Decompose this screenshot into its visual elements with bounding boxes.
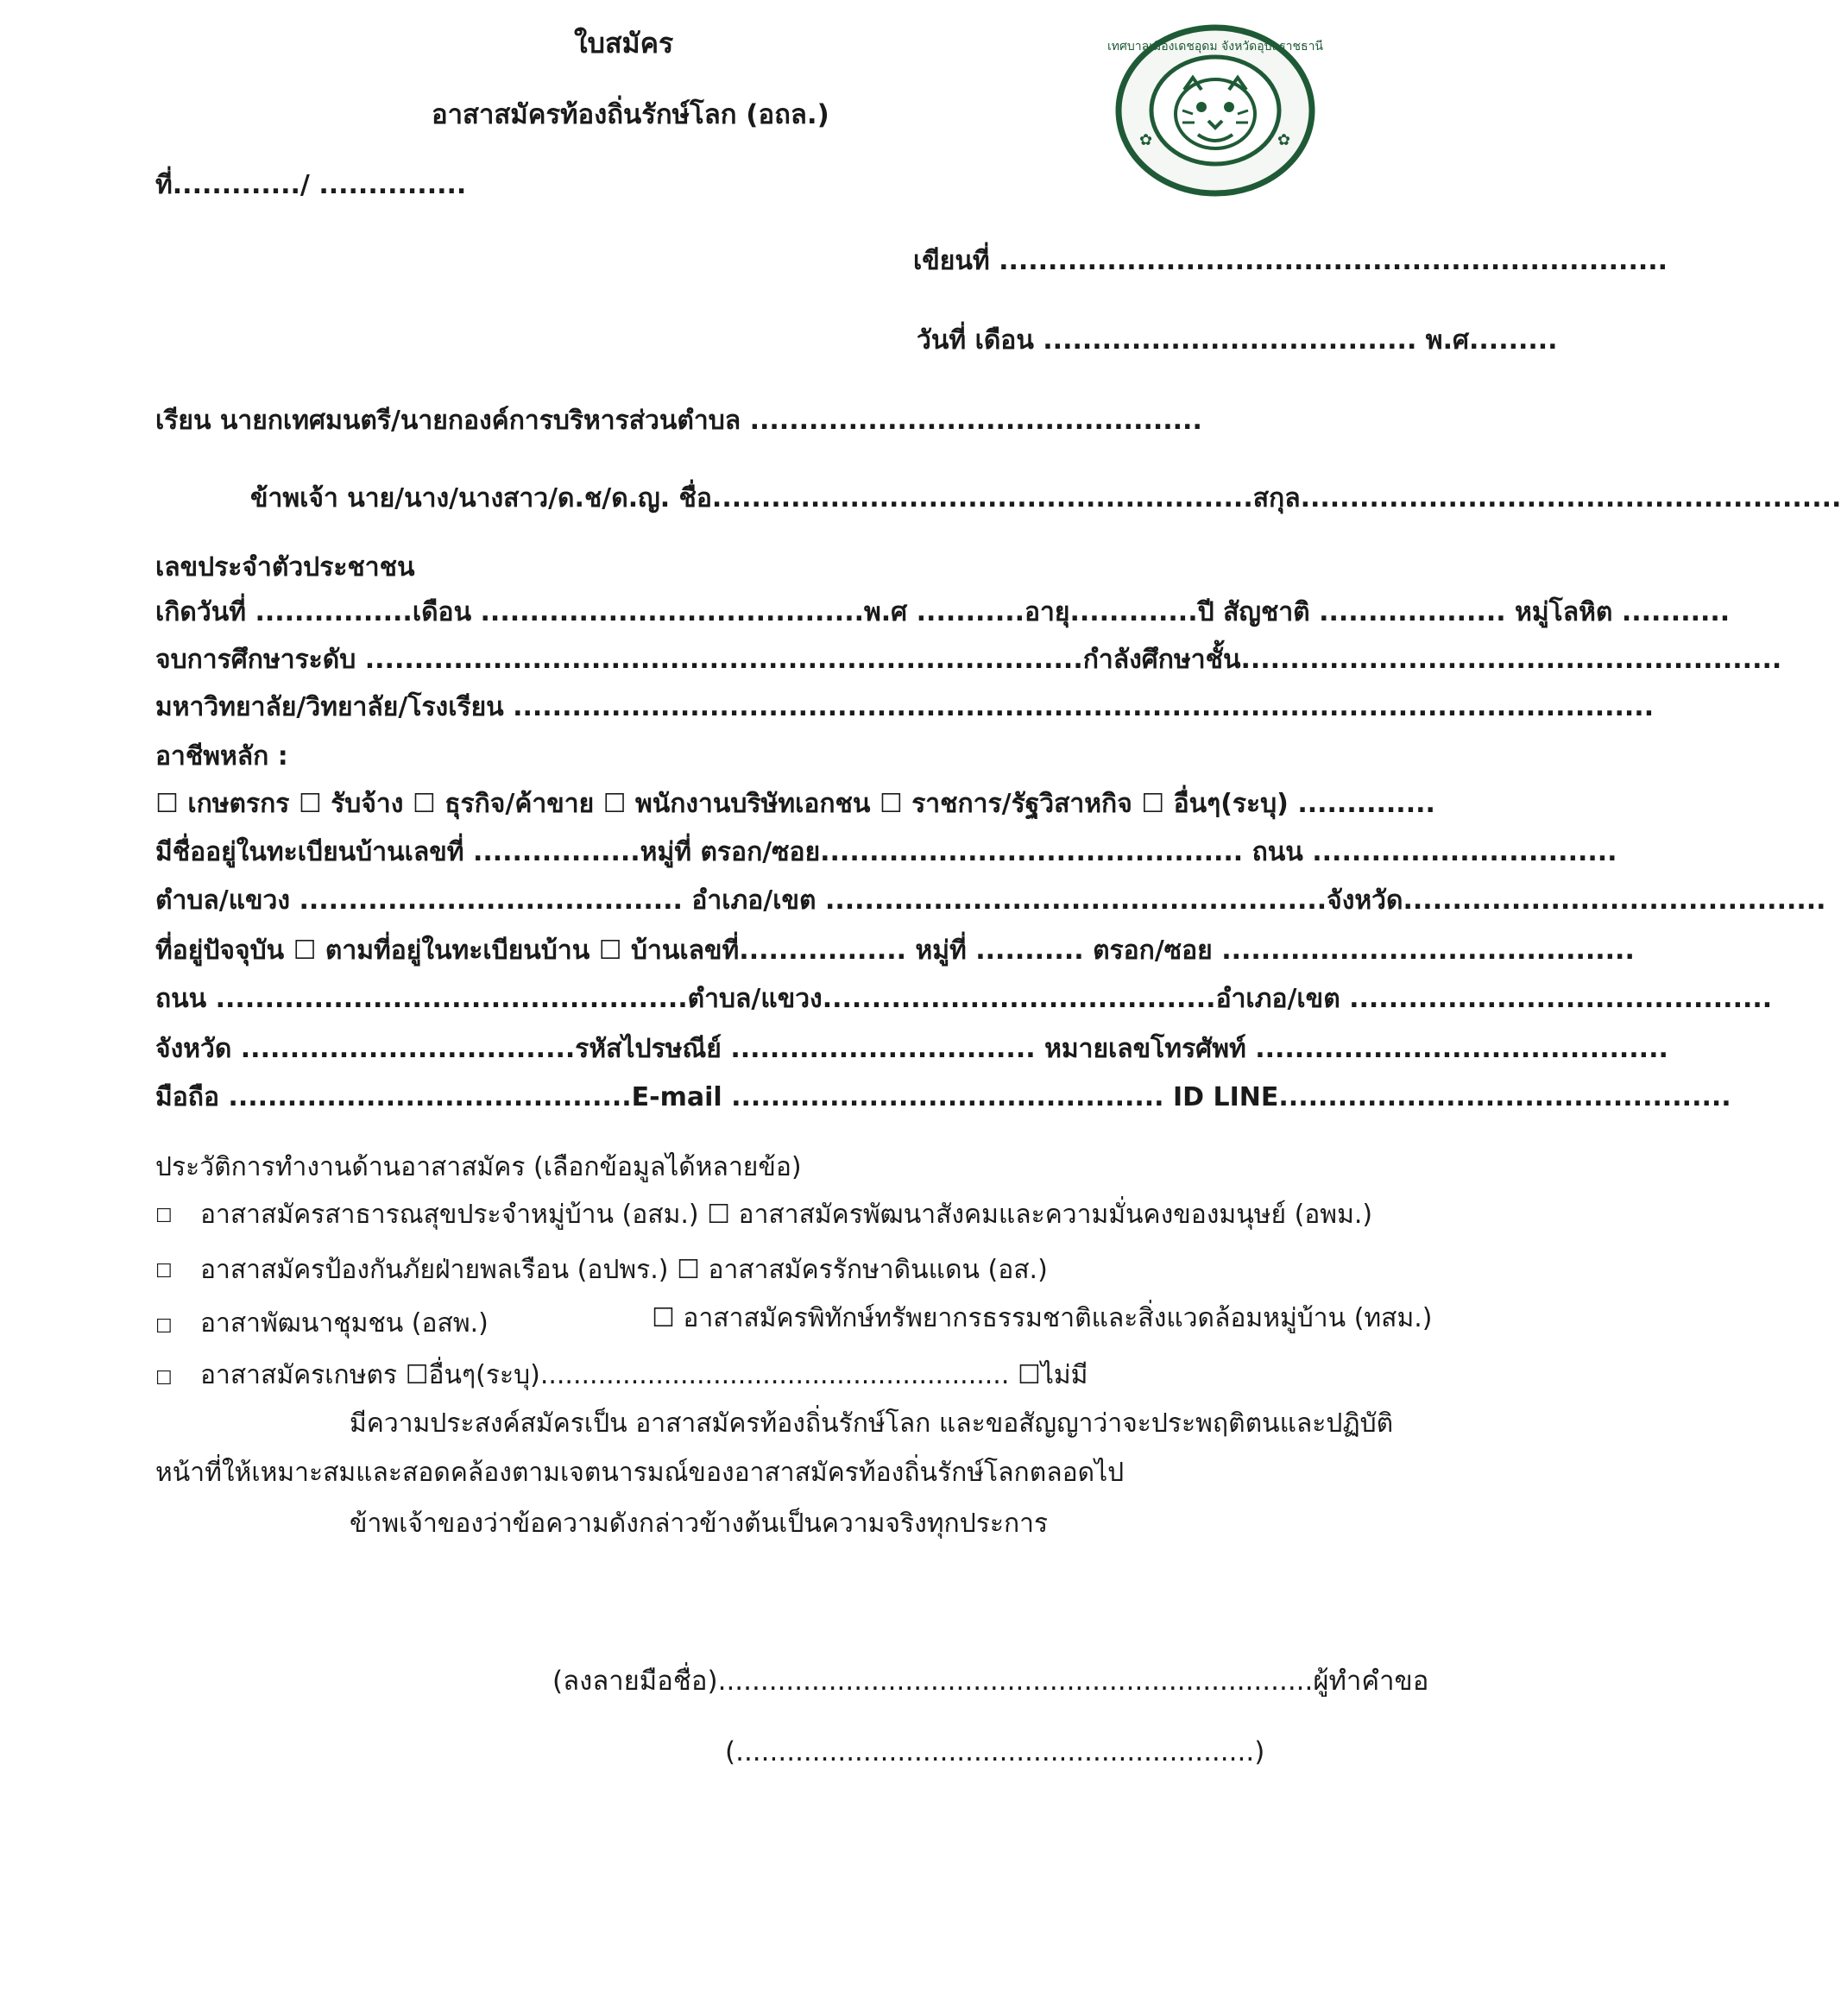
volunteer-row-2: อาสาสมัครป้องกันภัยฝ่ายพลเรือน (อปพร.) ☐ อาสาสมัครรักษาดินแดน (อส.) [200, 1255, 1048, 1285]
registered-house-line: มีชื่ออยู่ในทะเบียนบ้านเลขที่ .................หมู่ที่ ตรอก/ซอย........................................... ถนน ............................... [155, 837, 1617, 867]
contact-line: มือถือ .........................................E-mail ............................................ ID LINE.............................................. [155, 1082, 1731, 1112]
volunteer-row-3a: อาสาพัฒนาชุมชน (อสพ.) [200, 1308, 489, 1339]
declaration-line-1: มีความประสงค์สมัครเป็น อาสาสมัครท้องถิ่นรักษ์โลก และขอสัญญาว่าจะประพฤติตนและปฏิบัติ [350, 1408, 1394, 1439]
volunteer-checkbox: ☐ [155, 1368, 173, 1389]
municipality-seal [1107, 24, 1323, 197]
svg-text:✿: ✿ [1139, 131, 1153, 149]
occupation-options: ☐ เกษตรกร ☐ รับจ้าง ☐ ธุรกิจ/ค้าขาย ☐ พนักงานบริษัทเอกชน ☐ ราชการ/รัฐวิสาหกิจ ☐ อื่นๆ(ระบุ) .............. [155, 789, 1435, 819]
education-line: จบการศึกษาระดับ .........................................................................กำลังศึกษาชั้น....................................................... [155, 645, 1782, 675]
volunteer-heading: ประวัติการทำงานด้านอาสาสมัคร (เลือกข้อมูลได้หลายข้อ) [155, 1152, 802, 1182]
written-at-field: เขียนที่ .................................................................... [913, 246, 1668, 276]
seal-lettering: เทศบาลเมืองเดชอุดม จังหวัดอุบลราชธานี [1107, 40, 1323, 54]
school-line: มหาวิทยาลัย/วิทยาลัย/โรงเรียน .................................................................................................................... [155, 692, 1655, 722]
registered-area-line: ตำบล/แขวง ....................................... อำเภอ/เขต ...................................................จังหวัด........................................... [155, 885, 1826, 916]
current-address-line: ที่อยู่ปัจจุบัน ☐ ตามที่อยู่ในทะเบียนบ้าน ☐ บ้านเลขที่................. หมู่ที่ ........... ตรอก/ซอย .......................................... [155, 936, 1635, 966]
form-subtitle: อาสาสมัครท้องถิ่นรักษ์โลก (อถล.) [432, 99, 829, 130]
current-province-line: จังหวัด ..................................รหัสไปรษณีย์ ............................... หมายเลขโทรศัพท์ .......................................... [155, 1034, 1668, 1064]
volunteer-checkbox: ☐ [155, 1206, 173, 1227]
volunteer-row-3b: ☐ อาสาสมัครพิทักษ์ทรัพยากรธรรมชาติและสิ่งแวดล้อมหมู่บ้าน (ทสม.) [652, 1303, 1433, 1333]
form-title: ใบสมัคร [574, 27, 674, 60]
declaration-line-3: ข้าพเจ้าของว่าข้อความดังกล่าวข้างต้นเป็นความจริงทุกประการ [350, 1509, 1049, 1539]
declaration-line-2: หน้าที่ให้เหมาะสมและสอดคล้องตามเจตนารมณ์ของอาสาสมัครท้องถิ่นรักษ์โลกตลอดไป [155, 1458, 1125, 1488]
current-road-line: ถนน ................................................ตำบล/แขวง........................................อำเภอ/เขต ........................................... [155, 984, 1773, 1014]
addressee-line: เรียน นายกเทศมนตรี/นายกองค์การบริหารส่วนตำบล .............................................. [155, 406, 1202, 436]
date-field: วันที่ เดือน ...................................... พ.ศ......... [917, 325, 1558, 356]
birth-line: เกิดวันที่ ................เดือน .......................................พ.ศ ...........อายุ.............ปี สัญชาติ ................... หมู่โลหิต ........... [155, 597, 1731, 627]
volunteer-row-1: อาสาสมัครสาธารณสุขประจำหมู่บ้าน (อสม.) ☐ อาสาสมัครพัฒนาสังคมและความมั่นคงของมนุษย์ (อพม.) [200, 1200, 1373, 1230]
svg-text:✿: ✿ [1277, 131, 1291, 149]
signature-line: (ลงลายมือชื่อ)......................................................................ผู้ทำคำขอ [552, 1666, 1429, 1697]
printed-name-line: (.............................................................) [725, 1736, 1265, 1767]
occupation-label: อาชีพหลัก : [155, 741, 288, 772]
id-card-label: เลขประจำตัวประชาชน [155, 552, 415, 583]
volunteer-checkbox: ☐ [155, 1261, 173, 1282]
volunteer-checkbox: ☐ [155, 1316, 173, 1338]
reference-number: ที่............./ ............... [155, 170, 467, 200]
applicant-name-line: ข้าพเจ้า นาย/นาง/นางสาว/ด.ช/ด.ญ. ชื่อ.......................................................สกุล....................................................... [250, 483, 1841, 513]
volunteer-row-4: อาสาสมัครเกษตร ☐อื่นๆ(ระบุ)......................................................... ☐ไม่มี [200, 1360, 1088, 1390]
